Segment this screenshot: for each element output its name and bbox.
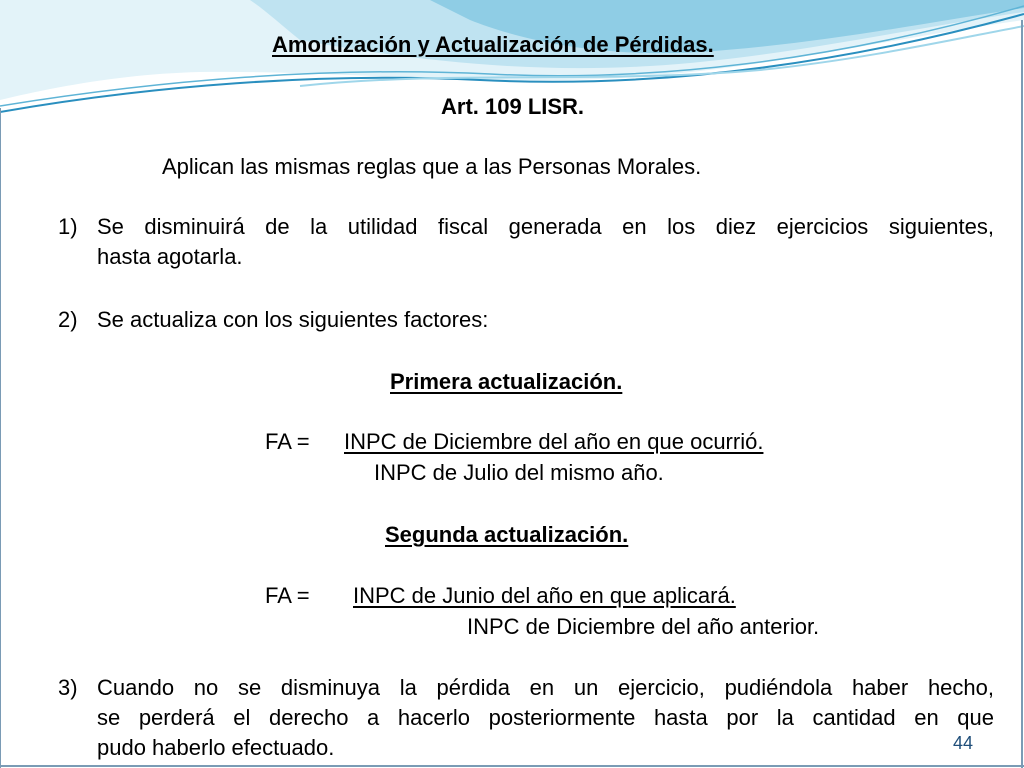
second-update-denominator: INPC de Diciembre del año anterior. bbox=[467, 614, 820, 639]
item-2-text: Se actualiza con los siguientes factores: bbox=[97, 307, 489, 332]
item-1-text bbox=[97, 212, 994, 272]
first-update-heading: Primera actualización. bbox=[390, 369, 623, 394]
second-update-numerator: INPC de Junio del año en que aplicará. bbox=[353, 583, 736, 608]
second-update-heading: Segunda actualización. bbox=[385, 522, 629, 547]
item-1-number: 1) bbox=[58, 214, 78, 239]
item-3-line-3: pudo haberlo efectuado. bbox=[97, 735, 335, 760]
intro-text: Aplican las mismas reglas que a las Personas Morales. bbox=[162, 154, 702, 179]
item-3-text bbox=[97, 673, 994, 763]
first-update-numerator: INPC de Diciembre del año en que ocurrió. bbox=[344, 429, 764, 454]
slide-title: Amortización y Actualización de Pérdidas. bbox=[272, 32, 714, 57]
page-number: 44 bbox=[952, 733, 973, 753]
item-1-line-1: Se disminuirá de la utilidad fiscal generada en los diez ejercicios siguientes, bbox=[97, 214, 994, 239]
item-3-number: 3) bbox=[58, 675, 78, 700]
item-2-number: 2) bbox=[58, 307, 78, 332]
item-1-line-2: hasta agotarla. bbox=[97, 244, 243, 269]
article-reference: Art. 109 LISR. bbox=[441, 94, 585, 119]
item-3-line-1: Cuando no se disminuya la pérdida en un ejercicio, pudiéndola haber hecho, bbox=[97, 675, 994, 700]
second-update-fa-label: FA = bbox=[265, 583, 310, 608]
first-update-denominator: INPC de Julio del mismo año. bbox=[374, 460, 664, 485]
first-update-fa-label: FA = bbox=[265, 429, 310, 454]
item-3-line-2: se perderá el derecho a hacerlo posteriormente hasta por la cantidad en que bbox=[97, 705, 994, 730]
